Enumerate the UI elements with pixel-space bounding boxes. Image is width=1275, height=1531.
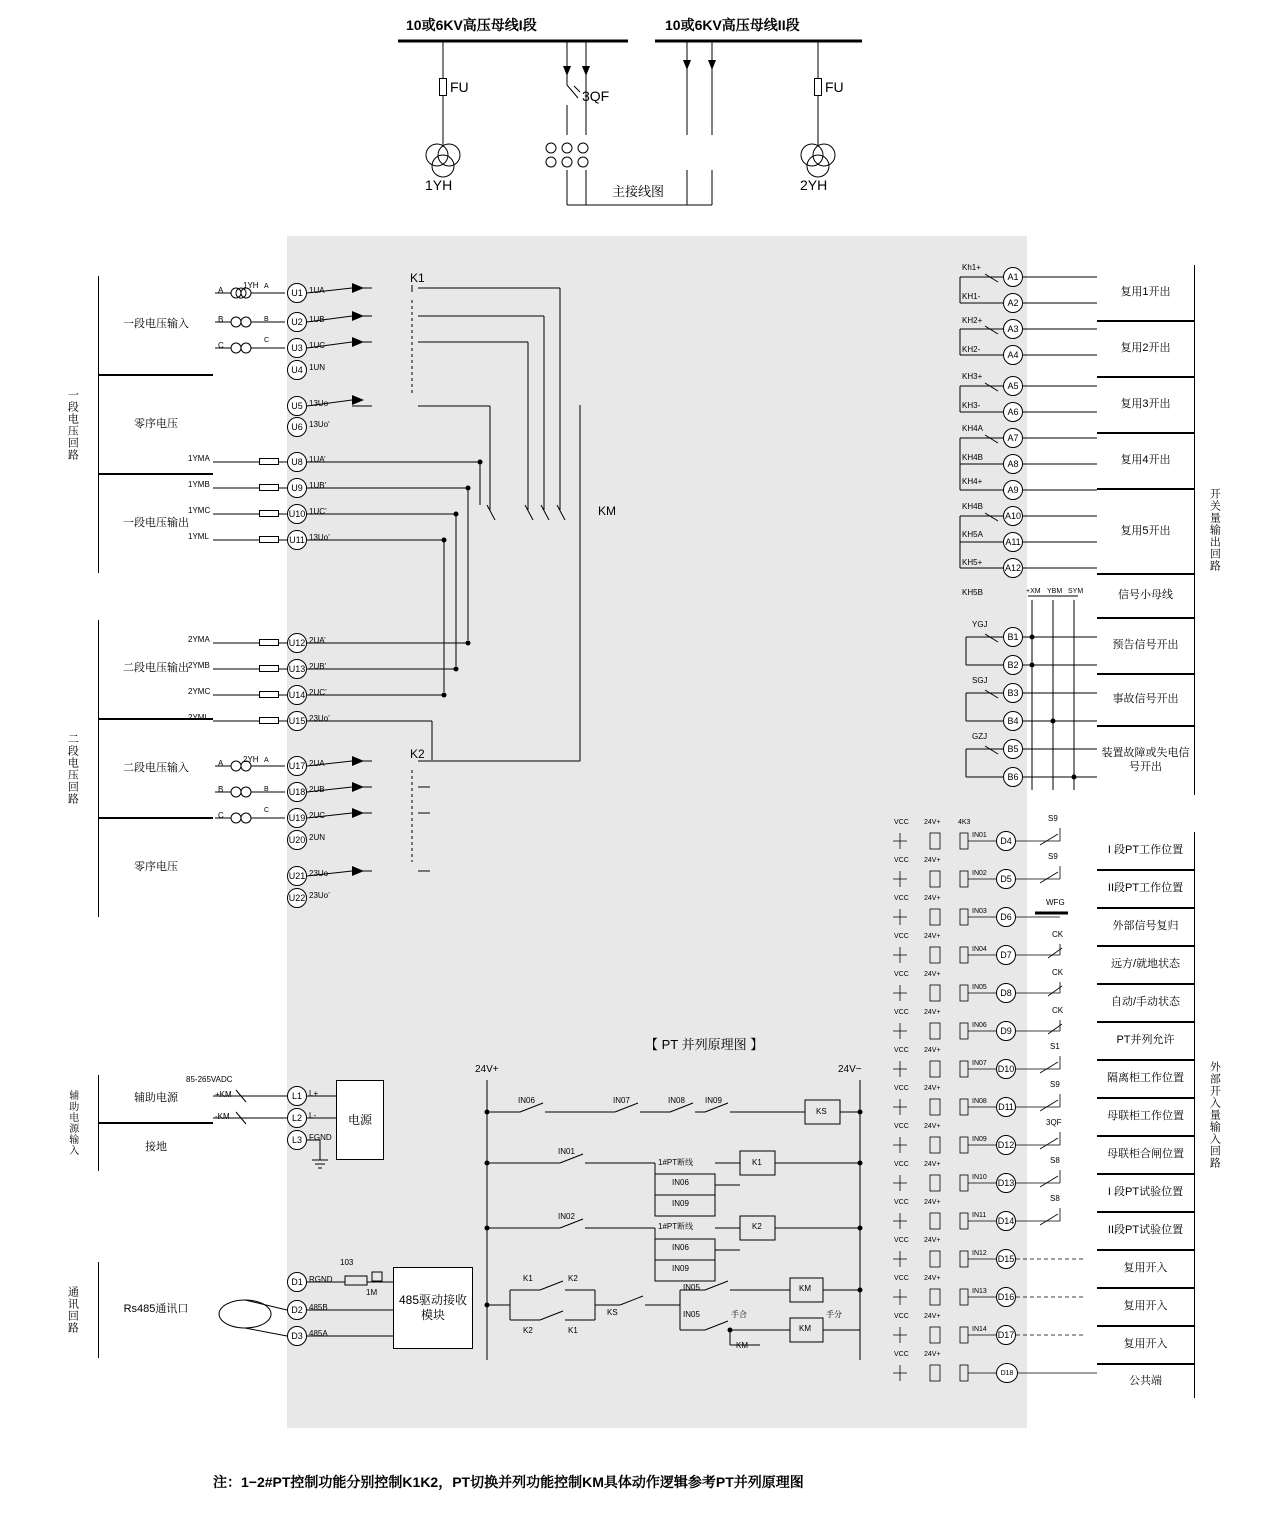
pt-row4-km1: KM [799,1284,811,1293]
pt1-winding-c: C [264,337,270,344]
terminal-u6: U6 [287,417,307,437]
opto-24v-label: 24V+ [924,1123,941,1130]
terminal-l3-label: FGND [309,1133,332,1142]
opto-24v-label: 24V+ [924,1161,941,1168]
terminal-a1: A1 [1003,267,1023,287]
bus-xm-label: +XM [1026,588,1041,595]
opto-vcc-label: VCC [894,1161,909,1168]
di-row-12: 复用开入 [1097,1250,1195,1288]
di-switch-1: S9 [1048,814,1058,823]
terminal-u12-label: 2UA’ [309,636,326,645]
terminal-d7: D7 [996,945,1016,965]
opto-in-label: IN12 [972,1250,987,1257]
pt-diagram-title: 【 PT 并列原理图 】 [645,1037,764,1052]
pt1-phase-a: A [218,286,224,295]
pt1-tag: 1YH [243,281,259,290]
terminal-l2-label: L- [309,1111,317,1120]
terminal-u11: U11 [287,530,307,550]
opto-in-label: IN10 [972,1174,987,1181]
pt-row2-break: 1#PT断线 [658,1158,694,1167]
pt-rail-neg: 24V− [838,1064,862,1075]
terminal-d13: D13 [996,1173,1016,1193]
terminal-a12: A12 [1003,558,1023,578]
fuse-2fu [814,78,822,96]
terminal-u4-label: 1UN [309,363,326,372]
pt-row4-k1: K1 [523,1274,533,1283]
fuse-1ymb [259,484,279,491]
qf-label: 3QF [582,88,610,104]
do-row-7: 预告信号开出 [1097,618,1195,674]
contactor-km-label: KM [598,504,616,518]
terminal-b2: B2 [1003,655,1023,675]
terminal-d6: D6 [996,907,1016,927]
relay-kh1p-label: Kh1+ [962,263,981,272]
pt-row3-break: 1#PT断线 [658,1222,694,1231]
terminal-u21: U21 [287,866,307,886]
opto-in-label: IN01 [972,832,987,839]
fuse-1yma [259,458,279,465]
terminal-u17: U17 [287,756,307,776]
fuse-label-2ymb: 2YMB [188,661,210,670]
terminal-d1: D1 [287,1272,307,1292]
pt-row4-k1bot: K1 [568,1326,578,1335]
fu2-label: FU [825,79,844,95]
terminal-u21-label: 23Uo [309,869,329,878]
opto-in-label: IN04 [972,946,987,953]
relay-kh3m-label: KH3- [962,401,981,410]
terminal-d18: D18 [996,1363,1018,1383]
terminal-u1-label: 1UA [309,286,325,295]
power-module-box: 电源 [336,1080,384,1160]
fuse-label-1yml: 1YML [188,532,209,541]
opto-24v-label: 24V+ [924,857,941,864]
opto-in-label: IN03 [972,908,987,915]
do-row-3: 复用3开出 [1097,377,1195,433]
terminal-u5-label: 13Uo [309,399,329,408]
terminal-u9-label: 1UB’ [309,481,327,490]
pt-row2-in01: IN01 [558,1147,575,1156]
pt2-phase-a: A [218,759,224,768]
pt-row2-in06: IN06 [672,1178,689,1187]
pt-row1-in09: IN09 [705,1096,722,1105]
terminal-u2: U2 [287,312,307,332]
terminal-d11: D11 [996,1097,1016,1117]
terminal-d12: D12 [996,1135,1016,1155]
comm-title: 通讯回路 [45,1262,98,1358]
di-row-15: 公共端 [1097,1364,1195,1398]
pt2-tag: 2YH [243,755,259,764]
di-switch-9: 3QF [1046,1118,1062,1127]
terminal-u14-label: 2UC’ [309,688,327,697]
pt-row4-in05b: IN05 [683,1310,700,1319]
fuse-label-2ymc: 2YMC [188,687,211,696]
opto-24v-label: 24V+ [924,1009,941,1016]
di-row-13: 复用开入 [1097,1288,1195,1326]
aux-ground-row: 接地 [98,1123,213,1171]
bus-sym-label: SYM [1068,588,1084,595]
device-body-panel [287,236,1027,1428]
terminal-d10: D10 [996,1059,1016,1079]
aux-power-row: 辅助电源 [98,1075,213,1123]
pt-row4-km3: KM [736,1341,748,1350]
opto-vcc-label: VCC [894,1313,909,1320]
opto-24v-label: 24V+ [924,1351,941,1358]
terminal-d4: D4 [996,831,1016,851]
di-row-3: 外部信号复归 [1097,908,1195,946]
terminal-b5: B5 [1003,739,1023,759]
di-switch-6: CK [1052,1006,1064,1015]
opto-in-label: IN08 [972,1098,987,1105]
fuse-2ymc [259,691,279,698]
fuse-label-2yml: 2YML [188,713,209,722]
terminal-a2: A2 [1003,293,1023,313]
pt1-winding-a: A [264,283,269,290]
pt-row1-ks: KS [816,1107,827,1116]
opto-in-label: IN07 [972,1060,987,1067]
pt-row4-shouhe: 手合 [731,1310,747,1319]
pt1-winding-b: B [264,316,269,323]
terminal-u19: U19 [287,808,307,828]
di-switch-4: CK [1052,930,1064,939]
terminal-d5: D5 [996,869,1016,889]
relay-kh5a-label: KH5A [962,530,983,539]
terminal-a4: A4 [1003,345,1023,365]
fuse-1yml [259,536,279,543]
opto-in-label: IN06 [972,1022,987,1029]
terminal-u5: U5 [287,396,307,416]
opto-in-label: IN09 [972,1136,987,1143]
voltage-2-zero-seq: 零序电压 [98,818,213,917]
terminal-u3: U3 [287,338,307,358]
terminal-d17: D17 [996,1325,1016,1345]
pt-row4-k2bot: K2 [523,1326,533,1335]
opto-vcc-label: VCC [894,1123,909,1130]
fuse-label-2yma: 2YMA [188,635,210,644]
di-switch-11: S8 [1050,1194,1060,1203]
relay-kh2m-label: KH2- [962,345,981,354]
terminal-u13-label: 2UB’ [309,662,327,671]
terminal-d3-label: 485A [309,1329,328,1338]
terminal-u8: U8 [287,452,307,472]
opto-vcc-label: VCC [894,819,909,826]
pt2-winding-b: B [264,786,269,793]
opto-24v-label: 24V+ [924,1275,941,1282]
opto-vcc-label: VCC [894,1085,909,1092]
power-wire-plus-km: +KM [215,1090,232,1099]
terminal-u12: U12 [287,633,307,653]
terminal-a8: A8 [1003,454,1023,474]
terminal-d1-label: RGND [309,1275,333,1284]
opto-vcc-label: VCC [894,1199,909,1206]
pt-row4-k2top: K2 [568,1274,578,1283]
relay-kh4p-label: KH4+ [962,477,983,486]
yh2-label: 2YH [800,177,828,193]
terminal-u13: U13 [287,659,307,679]
voltage-loop-2-title: 二段电压回路 [45,620,98,917]
pt-row3-in06: IN06 [672,1243,689,1252]
terminal-u4: U4 [287,360,307,380]
terminal-a11: A11 [1003,532,1023,552]
di-row-11: II段PT试验位置 [1097,1212,1195,1250]
opto-in-label: IN05 [972,984,987,991]
opto-24v-label: 24V+ [924,1199,941,1206]
relay-kh3p-label: KH3+ [962,372,983,381]
comm-resistor2-label: 1M [366,1288,378,1297]
do-row-1: 复用1开出 [1097,265,1195,321]
terminal-u6-label: 13Uo' [309,420,330,429]
terminal-u17-label: 2UA [309,759,325,768]
terminal-u22-label: 23Uo’ [309,891,330,900]
terminal-b4: B4 [1003,711,1023,731]
di-row-8: 母联柜工作位置 [1097,1098,1195,1136]
pt-row1-in07: IN07 [613,1096,630,1105]
di-switch-10: S8 [1050,1156,1060,1165]
fuse-label-1yma: 1YMA [188,454,210,463]
opto-24v-label: 24V+ [924,933,941,940]
di-row-9: 母联柜合闸位置 [1097,1136,1195,1174]
fuse-1fu [439,78,447,96]
terminal-u15: U15 [287,711,307,731]
opto-vcc-label: VCC [894,895,909,902]
di-row-5: 自动/手动状态 [1097,984,1195,1022]
terminal-d14: D14 [996,1211,1016,1231]
terminal-l1-label: L+ [309,1089,319,1098]
terminal-a6: A6 [1003,402,1023,422]
do-row-8: 事故信号开出 [1097,674,1195,726]
terminal-d2: D2 [287,1300,307,1320]
power-wire-minus-km: -KM [215,1112,230,1121]
opto-vcc-label: VCC [894,1275,909,1282]
terminal-u18: U18 [287,782,307,802]
terminal-d3: D3 [287,1326,307,1346]
pt-row4-ks: KS [607,1308,618,1317]
fuse-label-1ymc: 1YMC [188,506,211,515]
terminal-a7: A7 [1003,428,1023,448]
do-row-9: 装置故障或失电信号开出 [1097,726,1195,795]
pt-row2-in09: IN09 [672,1199,689,1208]
relay-kh4b-label: KH4B [962,453,983,462]
do-title: 开关量输出回路 [1195,265,1232,795]
di-switch-7: S1 [1050,1042,1060,1051]
do-row-5: 复用5开出 [1097,489,1195,574]
fuse-1ymc [259,510,279,517]
bus-ybm-label: YBM [1047,588,1063,595]
di-row-10: I 段PT试验位置 [1097,1174,1195,1212]
pt-row4-shoufen: 手分 [826,1310,842,1319]
pt2-winding-a: A [264,757,269,764]
terminal-u20-label: 2UN [309,833,326,842]
do-row-2: 复用2开出 [1097,321,1195,377]
aux-power-title: 辅助电源输入 [45,1075,98,1171]
opto-vcc-label: VCC [894,1009,909,1016]
terminal-d2-label: 485B [309,1303,328,1312]
pt-row3-k2: K2 [752,1222,762,1231]
terminal-b1: B1 [1003,627,1023,647]
power-input-range: 85-265VADC [186,1075,233,1084]
contactor-k1-label: K1 [410,271,425,285]
pt-row2-k1: K1 [752,1158,762,1167]
voltage-1-input: 一段电压输入 [98,276,213,375]
pt-row4-km2: KM [799,1324,811,1333]
opto-24v-label: 24V+ [924,819,941,826]
main-diagram-caption: 主接线图 [612,184,665,199]
fuse-2yml [259,717,279,724]
terminal-u22: U22 [287,888,307,908]
di-switch-8: S9 [1050,1080,1060,1089]
do-row-6: 信号小母线 [1097,574,1195,618]
relay-kh2p-label: KH2+ [962,316,983,325]
terminal-d16: D16 [996,1287,1016,1307]
terminal-a5: A5 [1003,376,1023,396]
voltage-2-input: 二段电压输入 [98,719,213,818]
terminal-u8-label: 1UA’ [309,455,326,464]
voltage-1-zero-seq: 零序电压 [98,375,213,474]
terminal-a9: A9 [1003,480,1023,500]
fuse-2ymb [259,665,279,672]
voltage-1-output: 一段电压输出 [98,474,213,573]
pt2-winding-c: C [264,807,270,814]
terminal-a3: A3 [1003,319,1023,339]
pt-row4-in05a: IN05 [683,1283,700,1292]
terminal-a10: A10 [1003,506,1023,526]
comm-row: Rs485通讯口 [98,1262,213,1358]
terminal-u20: U20 [287,830,307,850]
pt-row3-in02: IN02 [558,1212,575,1221]
pt-rail-pos: 24V+ [475,1064,499,1075]
opto-in-label: IN14 [972,1326,987,1333]
di-switch-2: S9 [1048,852,1058,861]
pt-row3-in09: IN09 [672,1264,689,1273]
opto-vcc-label: VCC [894,1351,909,1358]
terminal-u14: U14 [287,685,307,705]
comm-resistor-label: 103 [340,1258,354,1267]
pt-row1-in08: IN08 [668,1096,685,1105]
terminal-u3-label: 1UC [309,341,326,350]
di-row-6: PT并列允许 [1097,1022,1195,1060]
terminal-u15-label: 23Uo’ [309,714,330,723]
fuse-label-1ymb: 1YMB [188,480,210,489]
terminal-b3: B3 [1003,683,1023,703]
opto-24v-label: 24V+ [924,1313,941,1320]
opto-in-label: IN13 [972,1288,987,1295]
pt2-phase-c: C [218,811,224,820]
pt1-phase-b: B [218,315,224,324]
pt2-phase-b: B [218,785,224,794]
di-switch-5: CK [1052,968,1064,977]
terminal-u19-label: 2UC [309,811,326,820]
di-row-4: 远方/就地状态 [1097,946,1195,984]
footer-note: 注：1−2#PT控制功能分别控制K1K2，PT切换并列功能控制KM具体动作逻辑参考PT并列原理图 [213,1474,804,1490]
di-row-2: II段PT工作位置 [1097,870,1195,908]
terminal-d15: D15 [996,1249,1016,1269]
bus1-title: 10或6KV高压母线I段 [406,17,537,33]
relay-kh4a-label: KH4A [962,424,983,433]
opto-vcc-label: VCC [894,971,909,978]
voltage-2-output: 二段电压输出 [98,620,213,719]
terminal-u1: U1 [287,283,307,303]
terminal-u10: U10 [287,504,307,524]
bus2-title: 10或6KV高压母线II段 [665,17,800,33]
terminal-l3: L3 [287,1130,307,1150]
opto-vcc-label: VCC [894,933,909,940]
di-row-7: 隔离柜工作位置 [1097,1060,1195,1098]
contactor-k2-label: K2 [410,747,425,761]
relay-kh5p-label: KH5+ [962,558,983,567]
relay-kh1m-label: KH1- [962,292,981,301]
opto-in-label: IN02 [972,870,987,877]
yh1-label: 1YH [425,177,453,193]
fu1-label: FU [450,79,469,95]
opto-24v-label: 24V+ [924,971,941,978]
di-switch-3: WFG [1046,898,1065,907]
opto-in-label: IN11 [972,1212,987,1219]
voltage-loop-1-title: 一段电压回路 [45,276,98,573]
terminal-d8: D8 [996,983,1016,1003]
terminal-l1: L1 [287,1086,307,1106]
terminal-d9: D9 [996,1021,1016,1041]
di-row-1: I 段PT工作位置 [1097,832,1195,870]
pt-row1-in06: IN06 [518,1096,535,1105]
do-row-4: 复用4开出 [1097,433,1195,489]
opto-24v-label: 24V+ [924,1085,941,1092]
terminal-u9: U9 [287,478,307,498]
relay-kh5b-label: KH5B [962,588,983,597]
terminal-u10-label: 1UC’ [309,507,327,516]
relay-kh4b2-label: KH4B [962,502,983,511]
relay-sgj-label: SGJ [972,676,988,685]
relay-ygj-label: YGJ [972,620,988,629]
comm-module-box: 485驱动接收模块 [393,1267,473,1349]
relay-gzj-label: GZJ [972,732,988,741]
opto-24v-label: 24V+ [924,1237,941,1244]
opto-24v-label: 24V+ [924,1047,941,1054]
terminal-u2-label: 1UB [309,315,325,324]
opto-4k3-label: 4K3 [958,819,971,826]
di-row-14: 复用开入 [1097,1326,1195,1364]
pt1-phase-c: C [218,341,224,350]
opto-vcc-label: VCC [894,1047,909,1054]
terminal-u18-label: 2UB [309,785,325,794]
opto-vcc-label: VCC [894,857,909,864]
opto-vcc-label: VCC [894,1237,909,1244]
di-title: 外部开入量输入回路 [1195,832,1232,1398]
fuse-2yma [259,639,279,646]
terminal-b6: B6 [1003,767,1023,787]
terminal-l2: L2 [287,1108,307,1128]
terminal-u11-label: 13Uo’ [309,533,330,542]
opto-24v-label: 24V+ [924,895,941,902]
